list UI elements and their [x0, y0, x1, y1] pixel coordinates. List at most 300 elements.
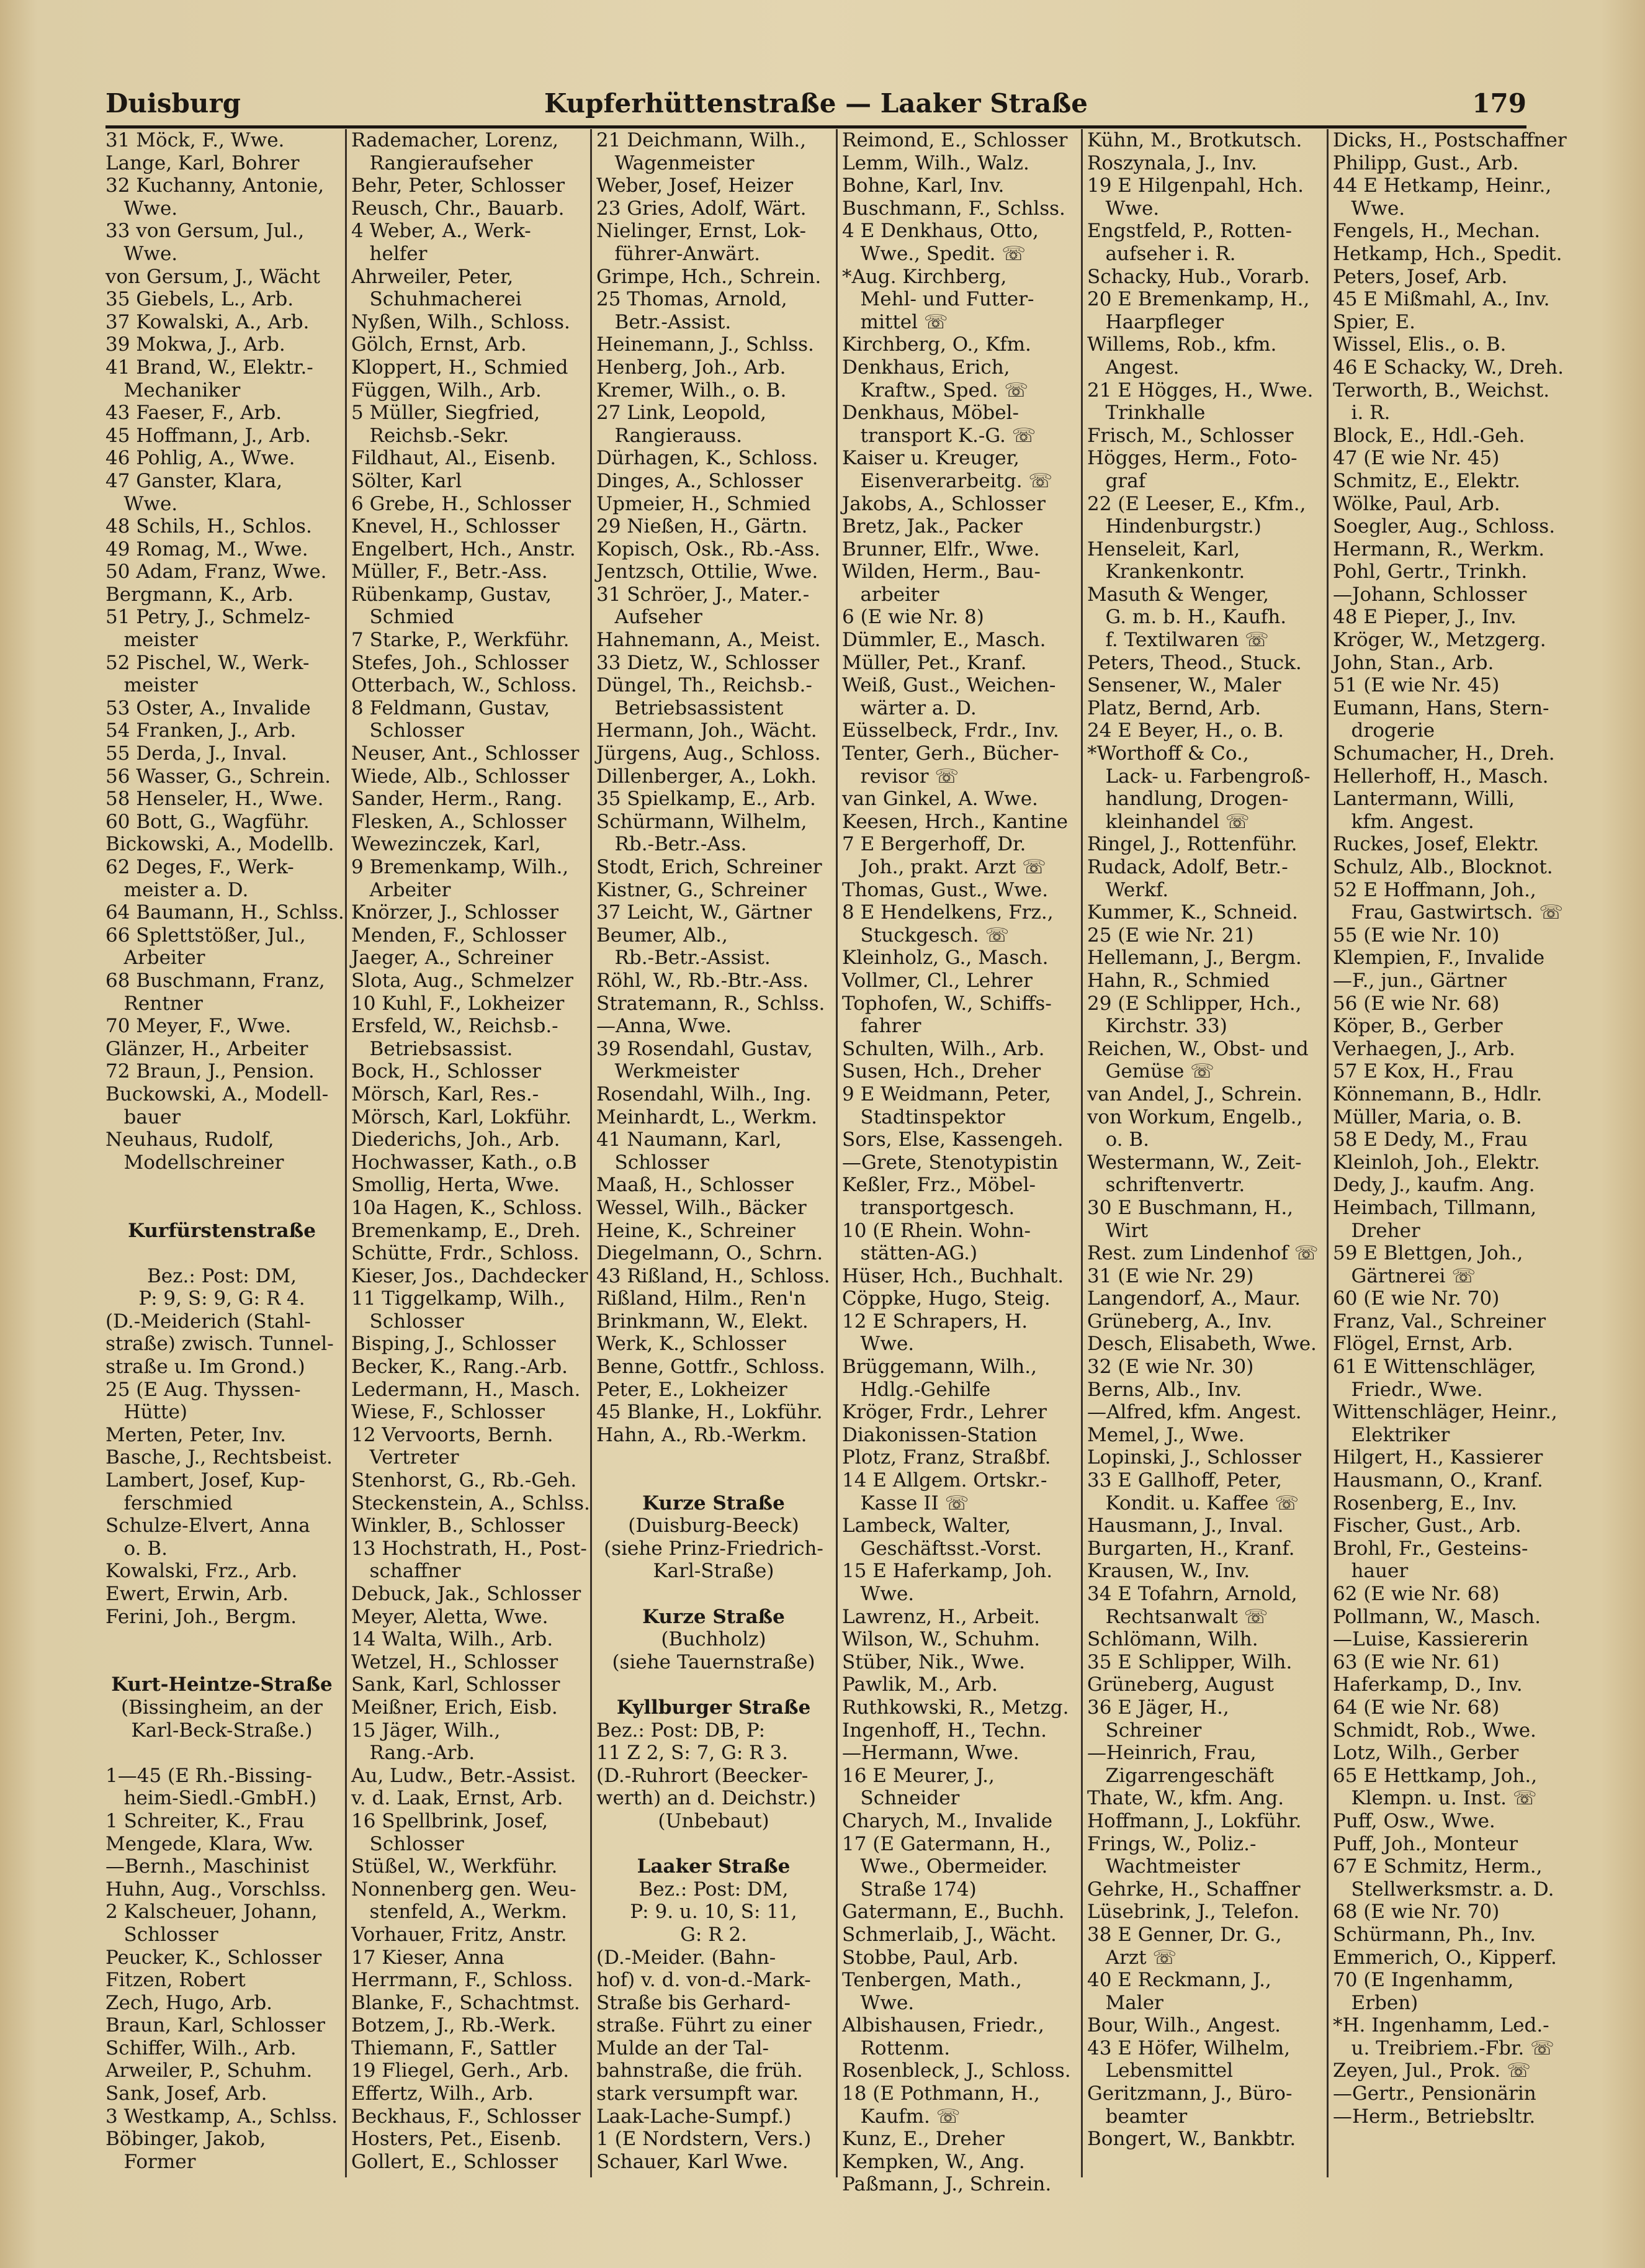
directory-entry-line: transportgesch.	[842, 1196, 1015, 1219]
directory-entry-line: (Buchholz)	[661, 1628, 766, 1651]
directory-entry-line: Burgarten, H., Kranf.	[1087, 1537, 1295, 1560]
directory-entry-line: 50 Adam, Franz, Wwe.	[105, 560, 327, 583]
directory-entry-line: —Hermann, Wwe.	[842, 1742, 1020, 1765]
directory-entry-line: Botzem, J., Rb.-Werk.	[351, 2014, 557, 2037]
directory-entry-line: Braun, Karl, Schlosser	[105, 2014, 325, 2037]
directory-entry-line: Kummer, K., Schneid.	[1087, 901, 1298, 924]
directory-entry-line: Wwe.	[842, 1333, 915, 1356]
directory-entry-line: Jakobs, A., Schlosser	[842, 492, 1046, 515]
page-number: 179	[1472, 88, 1526, 119]
spacer	[596, 1469, 831, 1492]
directory-entry-line: 57 E Kox, H., Frau	[1333, 1060, 1514, 1083]
directory-entry-line: Lemm, Wilh., Walz.	[842, 151, 1029, 174]
directory-entry-line: Tenbergen, Math.,	[842, 1969, 1022, 1992]
spacer	[596, 1583, 831, 1606]
directory-entry-line: Heinemann, J., Schlss.	[596, 333, 814, 356]
directory-entry-line: Arbeiter	[351, 878, 451, 901]
directory-entry-line: 54 Franken, J., Arb.	[105, 719, 297, 742]
directory-entry-line: 34 E Tofahrn, Arnold,	[1087, 1583, 1298, 1605]
directory-entry-line: f. Textilwaren ☏	[1087, 629, 1269, 652]
directory-entry-line: Kowalski, Frz., Arb.	[105, 1560, 298, 1583]
directory-entry-line: kleinhandel ☏	[1087, 810, 1250, 833]
column-3	[596, 129, 831, 2264]
directory-entry-line: Verhaegen, J., Arb.	[1333, 1037, 1515, 1060]
directory-entry-line: Stadtinspektor	[842, 1105, 1005, 1128]
directory-entry-line: P: 9, S: 9, G: R 4.	[138, 1287, 305, 1310]
directory-entry-line: Bohne, Karl, Inv.	[842, 174, 1005, 197]
directory-entry-line: 35 Spielkamp, E., Arb.	[596, 788, 816, 811]
directory-entry-line: Lotz, Wilh., Gerber	[1333, 1742, 1519, 1765]
street-heading: Laaker Straße	[637, 1855, 791, 1878]
directory-entry-line: Hermann, R., Werkm.	[1333, 538, 1545, 560]
directory-entry-line: 19 E Hilgenpahl, Hch.	[1087, 174, 1304, 197]
directory-entry-line: Grüneberg, A., Inv.	[1087, 1310, 1273, 1333]
directory-entry-line: Roszynala, J., Inv.	[1087, 151, 1257, 174]
directory-entry-line: i. R.	[1333, 402, 1391, 425]
directory-entry-line: meister a. D.	[105, 878, 249, 901]
directory-entry-line: Schneider	[842, 1787, 960, 1810]
directory-entry-line: transport K.-G. ☏	[842, 424, 1036, 447]
directory-entry-line: Lebensmittel	[1087, 2059, 1234, 2082]
directory-entry-line: Tophofen, W., Schiffs-	[842, 992, 1052, 1015]
directory-entry-line: 58 Henseler, H., Wwe.	[105, 788, 324, 811]
column-divider	[345, 129, 347, 2177]
directory-entry-line: Maaß, H., Schlosser	[596, 1174, 794, 1197]
directory-entry-line: 5 Müller, Siegfried,	[351, 402, 540, 425]
directory-entry-line: Hilgert, H., Kassierer	[1333, 1446, 1543, 1469]
directory-entry-line: Stodt, Erich, Schreiner	[596, 856, 822, 878]
directory-entry-line: stätten-AG.)	[842, 1242, 978, 1265]
directory-entry-line: Nyßen, Wilh., Schloss.	[351, 310, 570, 333]
directory-entry-line: Gollert, E., Schlosser	[351, 2150, 558, 2173]
directory-entry-line: 43 E Höfer, Wilhelm,	[1087, 2036, 1291, 2059]
directory-entry-line: Schmerlaib, J., Wächt.	[842, 1923, 1057, 1946]
directory-entry-line: 24 E Beyer, H., o. B.	[1087, 719, 1284, 742]
directory-entry-line: 33 von Gersum, Jul.,	[105, 220, 305, 243]
directory-entry-line: Wiede, Alb., Schlosser	[351, 765, 570, 788]
directory-entry-line: Paßmann, J., Schrein.	[842, 2173, 1052, 2196]
directory-entry-line: Brohl, Fr., Gesteins-	[1333, 1537, 1528, 1560]
directory-entry-line: Geschäftsst.-Vorst.	[842, 1537, 1042, 1560]
directory-entry-line: 7 E Bergerhoff, Dr.	[842, 833, 1026, 856]
directory-entry-line: Schlosser	[105, 1923, 218, 1946]
directory-entry-line: 8 E Hendelkens, Frz.,	[842, 901, 1054, 924]
directory-entry-line: Schacky, Hub., Vorarb.	[1087, 265, 1310, 288]
directory-entry-line: Kröger, Frdr., Lehrer	[842, 1401, 1047, 1424]
directory-entry-line: Mörsch, Karl, Lokführ.	[351, 1105, 571, 1128]
directory-entry-line: Spier, E.	[1333, 310, 1415, 333]
directory-entry-line: Kistner, G., Schreiner	[596, 878, 807, 901]
directory-entry-line: Modellschreiner	[105, 1151, 284, 1174]
directory-entry-line: Diakonissen-Station	[842, 1423, 1038, 1446]
directory-entry-line: Hosters, Pet., Eisenb.	[351, 2128, 562, 2151]
directory-entry-line: Heimbach, Tillmann,	[1333, 1196, 1537, 1219]
directory-entry-line: Masuth & Wenger,	[1087, 583, 1269, 606]
directory-entry-line: Sank, Josef, Arb.	[105, 2082, 267, 2105]
directory-entry-line: Schmied	[351, 606, 454, 629]
directory-entry-line: v. d. Laak, Ernst, Arb.	[351, 1787, 563, 1810]
directory-entry-line: arbeiter	[842, 583, 939, 606]
directory-entry-line: Mengede, Klara, Ww.	[105, 1832, 314, 1855]
directory-entry-line: 2 Kalscheuer, Johann,	[105, 1901, 318, 1924]
spacer	[105, 1197, 338, 1220]
directory-entry-line: Buschmann, F., Schlss.	[842, 197, 1065, 220]
directory-entry-line: Cöppke, Hugo, Steig.	[842, 1287, 1051, 1310]
directory-entry-line: Beckhaus, F., Schlosser	[351, 2105, 581, 2128]
directory-entry-line: Reichsb.-Sekr.	[351, 424, 509, 447]
directory-entry-line: Meißner, Erich, Eisb.	[351, 1696, 558, 1719]
column-5	[1087, 129, 1322, 2264]
directory-entry-line: 38 E Genner, Dr. G.,	[1087, 1923, 1282, 1946]
directory-entry-line: Dicks, H., Postschaffner	[1333, 129, 1567, 151]
directory-entry-line: Betr.-Assist.	[596, 310, 732, 333]
directory-entry-line: Schlömann, Wilh.	[1087, 1628, 1258, 1651]
directory-entry-line: Westermann, W., Zeit-	[1087, 1151, 1302, 1174]
directory-entry-line: 65 E Hettkamp, Joh.,	[1333, 1764, 1538, 1787]
directory-entry-line: Emmerich, O., Kipperf.	[1333, 1946, 1557, 1969]
directory-entry-line: Heine, K., Schreiner	[596, 1219, 796, 1242]
directory-entry-line: 12 Vervoorts, Bernh.	[351, 1423, 554, 1446]
directory-entry-line: meister	[105, 629, 198, 652]
directory-entry-line: Tenter, Gerh., Bücher-	[842, 742, 1059, 765]
directory-entry-line: Platz, Bernd, Arb.	[1087, 696, 1262, 719]
directory-entry-line: 60 (E wie Nr. 70)	[1333, 1287, 1500, 1310]
directory-entry-line: Werkf.	[1087, 878, 1169, 901]
directory-entry-line: helfer	[351, 242, 428, 265]
directory-entry-line: Neuser, Ant., Schlosser	[351, 742, 580, 765]
directory-entry-line: Thiemann, F., Sattler	[351, 2036, 557, 2059]
directory-entry-line: John, Stan., Arb.	[1333, 651, 1494, 674]
directory-entry-line: Schulten, Wilh., Arb.	[842, 1037, 1045, 1060]
spacer	[105, 1651, 338, 1674]
directory-entry-line: 41 Naumann, Karl,	[596, 1128, 782, 1151]
directory-entry-line: Otterbach, W., Schloss.	[351, 674, 577, 697]
directory-entry-line: Bisping, J., Schlosser	[351, 1333, 556, 1356]
spacer	[105, 1628, 338, 1651]
directory-entry-line: Wessel, Wilh., Bäcker	[596, 1196, 807, 1219]
directory-entry-line: Trinkhalle	[1087, 402, 1206, 425]
directory-entry-line: 51 Petry, J., Schmelz-	[105, 606, 311, 629]
directory-entry-line: Rudack, Adolf, Betr.-	[1087, 856, 1288, 878]
directory-entry-line: Former	[105, 2150, 196, 2173]
directory-entry-line: Zech, Hugo, Arb.	[105, 1991, 273, 2014]
directory-entry-line: Wwe.	[105, 197, 178, 220]
page-header	[105, 86, 1526, 128]
directory-entry-line: 3 Westkamp, A., Schlss.	[105, 2105, 338, 2128]
directory-entry-line: Smollig, Herta, Wwe.	[351, 1174, 560, 1197]
directory-entry-line: Merten, Peter, Inv.	[105, 1423, 287, 1446]
directory-entry-line: 60 Bott, G., Wagführ.	[105, 810, 310, 833]
directory-entry-line: 45 Hoffmann, J., Arb.	[105, 424, 312, 447]
directory-entry-line: Wwe.	[1087, 197, 1160, 220]
directory-entry-line: Fitzen, Robert	[105, 1969, 246, 1992]
directory-entry-line: 31 Schröer, J., Mater.-	[596, 583, 810, 606]
directory-entry-line: schriftenvertr.	[1087, 1174, 1245, 1197]
street-heading: Kurt-Heintze-Straße	[111, 1673, 333, 1696]
directory-entry-line: Weber, Josef, Heizer	[596, 174, 794, 197]
directory-entry-line: Knörzer, J., Schlosser	[351, 901, 559, 924]
directory-entry-line: Kirchstr. 33)	[1087, 1015, 1227, 1038]
spacer	[105, 1174, 338, 1197]
directory-entry-line: 45 Blanke, H., Lokführ.	[596, 1401, 823, 1424]
directory-entry-line: Sors, Else, Kassengeh.	[842, 1128, 1064, 1151]
directory-entry-line: 43 Rißland, H., Schloss.	[596, 1264, 830, 1287]
directory-entry-line: Sander, Herm., Rang.	[351, 788, 563, 811]
directory-entry-line: G. m. b. H., Kaufh.	[1087, 606, 1287, 629]
directory-entry-line: Kondit. u. Kaffee ☏	[1087, 1492, 1299, 1514]
directory-entry-line: Peters, Theod., Stuck.	[1087, 651, 1302, 674]
directory-entry-line: Erben)	[1333, 1991, 1419, 2014]
directory-entry-line: 58 E Dedy, M., Frau	[1333, 1128, 1528, 1151]
directory-entry-line: Wwe., Obermeider.	[842, 1855, 1048, 1878]
directory-entry-line: Lüsebrink, J., Telefon.	[1087, 1901, 1300, 1924]
directory-entry-line: 39 Mokwa, J., Arb.	[105, 333, 285, 356]
directory-entry-line: Ruthkowski, R., Metzg.	[842, 1696, 1069, 1719]
directory-entry-line: Jaeger, A., Schreiner	[351, 947, 554, 970]
directory-entry-line: Puff, Joh., Monteur	[1333, 1832, 1518, 1855]
directory-entry-line: Bez.: Post: DM,	[147, 1264, 297, 1287]
directory-entry-line: Rübenkamp, Gustav,	[351, 583, 552, 606]
directory-entry-line: Kleinloh, Joh., Elektr.	[1333, 1151, 1540, 1174]
directory-entry-line: 23 Gries, Adolf, Wärt.	[596, 197, 807, 220]
directory-entry-line: Schlosser	[351, 1832, 464, 1855]
directory-entry-line: 35 Giebels, L., Arb.	[105, 288, 294, 311]
directory-entry-line: Vollmer, Cl., Lehrer	[842, 969, 1033, 992]
directory-entry-line: Pollmann, W., Masch.	[1333, 1605, 1541, 1628]
spacer	[596, 1446, 831, 1469]
directory-entry-line: Bremenkamp, E., Dreh.	[351, 1219, 581, 1242]
directory-entry-line: Ingenhoff, H., Techn.	[842, 1719, 1047, 1742]
directory-entry-line: Rißland, Hilm., Ren'n	[596, 1287, 806, 1310]
directory-entry-line: Schulz, Alb., Blocknot.	[1333, 856, 1553, 878]
directory-entry-line: Fildhaut, Al., Eisenb.	[351, 447, 557, 470]
directory-entry-line: 9 Bremenkamp, Wilh.,	[351, 856, 569, 878]
directory-entry-line: 61 E Wittenschläger,	[1333, 1356, 1536, 1379]
directory-entry-line: 39 Rosendahl, Gustav,	[596, 1037, 813, 1060]
directory-entry-line: Kühn, M., Brotkutsch.	[1087, 129, 1302, 151]
directory-entry-line: Frings, W., Poliz.-	[1087, 1832, 1257, 1855]
directory-entry-line: Huhn, Aug., Vorschlss.	[105, 1878, 327, 1901]
directory-entry-line: Benne, Gottfr., Schloss.	[596, 1356, 825, 1379]
directory-entry-line: Rosenbleck, J., Schloss.	[842, 2059, 1071, 2082]
directory-entry-line: 40 E Reckmann, J.,	[1087, 1969, 1271, 1992]
directory-entry-line: 1 (E Nordstern, Vers.)	[596, 2128, 812, 2151]
directory-entry-line: *Worthoff & Co.,	[1087, 742, 1249, 765]
directory-entry-line: 62 (E wie Nr. 68)	[1333, 1583, 1500, 1605]
directory-entry-line: 10 Kuhl, F., Lokheizer	[351, 992, 565, 1015]
directory-entry-line: 55 Derda, J., Inval.	[105, 742, 287, 765]
directory-entry-line: Geritzmann, J., Büro-	[1087, 2082, 1293, 2105]
directory-entry-line: Sank, Karl, Schlosser	[351, 1673, 560, 1696]
directory-entry-line: Winkler, B., Schlosser	[351, 1514, 565, 1537]
directory-entry-line: 25 Thomas, Arnold,	[596, 288, 787, 311]
directory-entry-line: Debuck, Jak., Schlosser	[351, 1583, 581, 1605]
directory-entry-line: Lawrenz, H., Arbeit.	[842, 1605, 1040, 1628]
directory-entry-line: Menden, F., Schlosser	[351, 924, 567, 947]
directory-entry-line: Diederichs, Joh., Arb.	[351, 1128, 560, 1151]
directory-entry-line: Sölter, Karl	[351, 469, 462, 492]
directory-entry-line: Kloppert, H., Schmied	[351, 356, 568, 379]
directory-entry-line: Schlosser	[351, 1310, 464, 1333]
directory-entry-line: P: 9. u. 10, S: 11,	[630, 1901, 797, 1924]
directory-entry-line: Albishausen, Friedr.,	[842, 2014, 1044, 2037]
column-1	[105, 129, 344, 2264]
directory-entry-line: Stratemann, R., Schlss.	[596, 992, 825, 1015]
directory-entry-line: Schütte, Frdr., Schloss.	[351, 1242, 580, 1265]
directory-entry-line: Lange, Karl, Bohrer	[105, 151, 300, 174]
directory-entry-line: ferschmied	[105, 1492, 233, 1514]
directory-entry-line: 46 E Schacky, W., Dreh.	[1333, 356, 1564, 379]
directory-entry-line: Hüser, Hch., Buchhalt.	[842, 1264, 1064, 1287]
directory-entry-line: Kunz, E., Dreher	[842, 2128, 1005, 2151]
directory-entry-line: Eisenverarbeitg. ☏	[842, 469, 1053, 492]
directory-entry-line: —Gertr., Pensionärin	[1333, 2082, 1536, 2105]
directory-entry-line: Kraftw., Sped. ☏	[842, 379, 1029, 402]
directory-entry-line: Grimpe, Hch., Schrein.	[596, 265, 822, 288]
directory-entry-line: 44 E Hetkamp, Heinr.,	[1333, 174, 1552, 197]
directory-entry-line: 11 Z 2, S: 7, G: R 3.	[596, 1742, 788, 1765]
directory-entry-line: van Ginkel, A. Wwe.	[842, 788, 1038, 811]
directory-entry-line: 7 Starke, P., Werkführ.	[351, 629, 570, 652]
directory-entry-line: Diegelmann, O., Schrn.	[596, 1242, 823, 1265]
directory-entry-line: Denkhaus, Erich,	[842, 356, 1010, 379]
directory-entry-line: 20 E Bremenkamp, H.,	[1087, 288, 1310, 311]
directory-entry-line: 31 Möck, F., Wwe.	[105, 129, 285, 151]
directory-entry-line: Hermann, Joh., Wächt.	[596, 719, 817, 742]
directory-entry-line: Lambeck, Walter,	[842, 1514, 1011, 1537]
directory-entry-line: 33 E Gallhoff, Peter,	[1087, 1469, 1282, 1492]
directory-entry-line: Bour, Wilh., Angest.	[1087, 2014, 1281, 2037]
directory-entry-line: Brunner, Elfr., Wwe.	[842, 538, 1040, 560]
directory-entry-line: Schumacher, H., Dreh.	[1333, 742, 1555, 765]
directory-entry-line: 17 (E Gatermann, H.,	[842, 1832, 1052, 1855]
directory-entry-line: Arweiler, P., Schuhm.	[105, 2059, 313, 2082]
directory-entry-line: 72 Braun, J., Pension.	[105, 1060, 315, 1083]
directory-entry-line: —Luise, Kassiererin	[1333, 1628, 1529, 1651]
directory-entry-line: Frau, Gastwirtsch. ☏	[1333, 901, 1564, 924]
directory-entry-line: Soegler, Aug., Schloss.	[1333, 515, 1556, 538]
directory-entry-line: Berns, Alb., Inv.	[1087, 1378, 1242, 1401]
directory-entry-line: 52 E Hoffmann, Joh.,	[1333, 878, 1536, 901]
directory-entry-line: Wwe.	[1333, 197, 1405, 220]
directory-entry-line: Schürmann, Ph., Inv.	[1333, 1923, 1536, 1946]
directory-entry-line: Bergmann, K., Arb.	[105, 583, 294, 606]
directory-entry-line: Hausmann, J., Inval.	[1087, 1514, 1284, 1537]
directory-entry-line: stenfeld, A., Werkm.	[351, 1901, 568, 1924]
directory-entry-line: 36 E Jäger, H.,	[1087, 1696, 1229, 1719]
directory-entry-line: Charych, M., Invalide	[842, 1809, 1053, 1832]
directory-entry-line: Kempken, W., Ang.	[842, 2150, 1025, 2173]
directory-entry-line: Flesken, A., Schlosser	[351, 810, 567, 833]
directory-entry-line: meister	[105, 674, 198, 697]
directory-entry-line: 4 Weber, A., Werk-	[351, 220, 531, 243]
directory-entry-line: 4 E Denkhaus, Otto,	[842, 220, 1039, 243]
directory-entry-line: Hoffmann, J., Lokführ.	[1087, 1809, 1302, 1832]
directory-entry-line: Kaiser u. Kreuger,	[842, 447, 1020, 470]
directory-entry-line: Rb.-Betr.-Assist.	[596, 947, 771, 970]
directory-entry-line: Wwe.	[842, 1991, 915, 2014]
directory-entry-line: 27 Link, Leopold,	[596, 402, 766, 425]
directory-entry-line: Reichen, W., Obst- und	[1087, 1037, 1309, 1060]
directory-entry-line: 31 (E wie Nr. 29)	[1087, 1264, 1254, 1287]
directory-entry-line: Ringel, J., Rottenführ.	[1087, 833, 1298, 856]
directory-entry-line: Willems, Rob., kfm.	[1087, 333, 1277, 356]
directory-entry-line: 56 (E wie Nr. 68)	[1333, 992, 1500, 1015]
directory-entry-line: Wwe.	[105, 242, 178, 265]
directory-entry-line: 19 Fliegel, Gerh., Arb.	[351, 2059, 570, 2082]
directory-entry-line: 14 Walta, Wilh., Arb.	[351, 1628, 554, 1651]
directory-entry-line: Kröger, W., Metzgerg.	[1333, 629, 1546, 652]
directory-entry-line: 55 (E wie Nr. 10)	[1333, 924, 1500, 947]
directory-entry-line: Philipp, Gust., Arb.	[1333, 151, 1519, 174]
directory-entry-line: 68 (E wie Nr. 70)	[1333, 1901, 1500, 1924]
directory-entry-line: Werk, K., Schlosser	[596, 1333, 786, 1356]
directory-entry-line: Eumann, Hans, Stern-	[1333, 696, 1549, 719]
directory-entry-line: Susen, Hch., Dreher	[842, 1060, 1041, 1083]
directory-entry-line: Böbinger, Jakob,	[105, 2128, 266, 2151]
directory-entry-line: Fengels, H., Mechan.	[1333, 220, 1541, 243]
directory-entry-line: Rottenm.	[842, 2036, 951, 2059]
directory-entry-line: —F., jun., Gärtner	[1333, 969, 1507, 992]
directory-entry-line: handlung, Drogen-	[1087, 788, 1289, 811]
directory-entry-line: Nielinger, Ernst, Lok-	[596, 220, 806, 243]
directory-entry-line: revisor ☏	[842, 765, 959, 788]
directory-entry-line: 56 Wasser, G., Schrein.	[105, 765, 331, 788]
directory-entry-line: Engstfeld, P., Rotten-	[1087, 220, 1292, 243]
directory-entry-line: Hütte)	[105, 1401, 187, 1424]
column-6	[1333, 129, 1567, 2264]
directory-entry-line: Ewert, Erwin, Arb.	[105, 1583, 289, 1605]
directory-entry-line: Au, Ludw., Betr.-Assist.	[351, 1764, 576, 1787]
directory-entry-line: Schlosser	[351, 719, 464, 742]
directory-entry-line: Bickowski, A., Modellb.	[105, 833, 334, 856]
directory-entry-line: Betriebsassistent	[596, 696, 784, 719]
directory-entry-line: Hdlg.-Gehilfe	[842, 1378, 991, 1401]
directory-entry-line: Schmidt, Rob., Wwe.	[1333, 1719, 1536, 1742]
directory-entry-line: 10a Hagen, K., Schloss.	[351, 1196, 583, 1219]
directory-entry-line: aufseher i. R.	[1087, 242, 1236, 265]
directory-entry-line: Stefes, Joh., Schlosser	[351, 651, 569, 674]
directory-entry-line: Hindenburgstr.)	[1087, 515, 1262, 538]
spacer	[105, 1242, 338, 1265]
directory-entry-line: Kremer, Wilh., o. B.	[596, 379, 787, 402]
directory-entry-line: Straße 174)	[842, 1878, 977, 1901]
directory-entry-line: Blanke, F., Schachtmst.	[351, 1991, 580, 2014]
directory-entry-line: Betriebsassist.	[351, 1037, 513, 1060]
directory-entry-line: Rb.-Betr.-Ass.	[596, 833, 747, 856]
directory-entry-line: Schmitz, E., Elektr.	[1333, 469, 1520, 492]
directory-entry-line: Wetzel, H., Schlosser	[351, 1650, 558, 1673]
directory-entry-line: hauer	[1333, 1560, 1409, 1583]
directory-entry-line: Wilson, W., Schuhm.	[842, 1628, 1041, 1651]
directory-entry-line: Högges, Herm., Foto-	[1087, 447, 1298, 470]
directory-entry-line: bauer	[105, 1105, 181, 1128]
directory-entry-line: 30 E Buschmann, H.,	[1087, 1196, 1294, 1219]
directory-entry-line: Wissel, Elis., o. B.	[1333, 333, 1507, 356]
directory-entry-line: 45 E Mißmahl, A., Inv.	[1333, 288, 1550, 311]
street-heading: Kurfürstenstraße	[128, 1219, 316, 1242]
directory-entry-line: Schuhmacherei	[351, 288, 522, 311]
directory-entry-line: 48 E Pieper, J., Inv.	[1333, 606, 1517, 629]
directory-entry-line: Dümmler, E., Masch.	[842, 629, 1046, 652]
directory-entry-line: Henseleit, Karl,	[1087, 538, 1240, 560]
directory-entry-line: Meinhardt, L., Werkm.	[596, 1105, 817, 1128]
directory-entry-line: Zigarrengeschäft	[1087, 1764, 1275, 1787]
directory-entry-line: Block, E., Hdl.-Geh.	[1333, 424, 1525, 447]
directory-entry-line: Aufseher	[596, 606, 702, 629]
directory-entry-line: Wilden, Herm., Bau-	[842, 560, 1041, 583]
directory-entry-line: Schiffer, Wilh., Arb.	[105, 2036, 297, 2059]
